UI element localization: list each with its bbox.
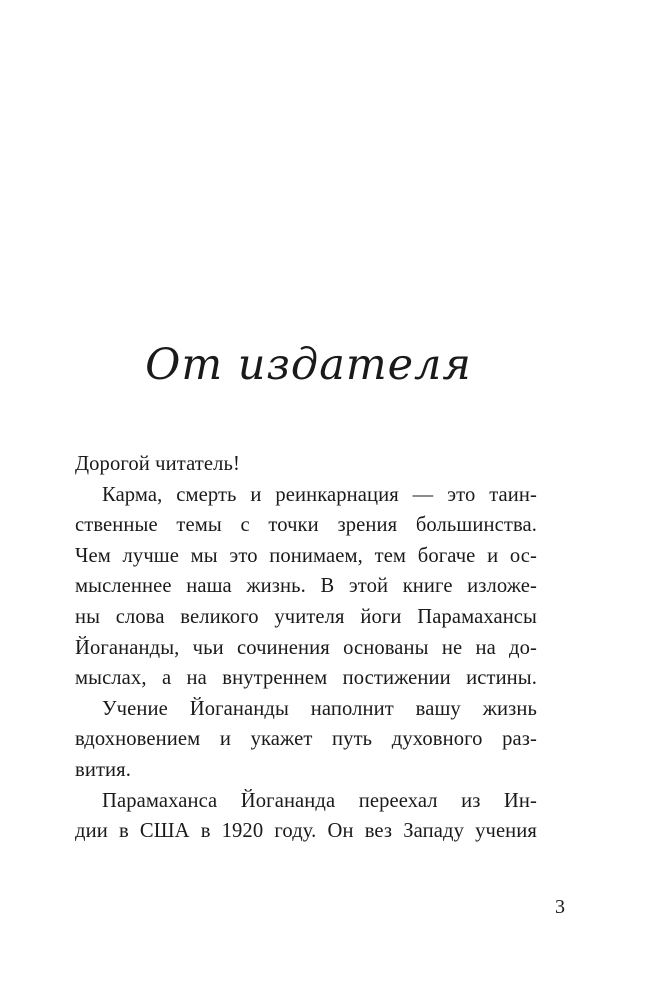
text-line: ны слова великого учителя йоги Парамахансы bbox=[75, 605, 537, 628]
text-line: Парамаханса Йогананда переехал из Ин- bbox=[102, 789, 537, 812]
text-line: мыслах, а на внутреннем постижении истины. bbox=[75, 667, 537, 690]
text-line: Чем лучше мы это понимаем, тем богаче и ос- bbox=[75, 544, 537, 567]
page-number: 3 bbox=[555, 896, 565, 918]
text-line: вдохновением и укажет путь духовного раз- bbox=[75, 728, 537, 751]
text-line: дии в США в 1920 году. Он вез Западу учения bbox=[75, 820, 537, 843]
text-line-greeting: Дорогой читатель! bbox=[75, 453, 240, 475]
text-line: мысленнее наша жизнь. В этой книге изложе- bbox=[75, 575, 537, 598]
text-line: ственные темы с точки зрения большинства. bbox=[75, 514, 537, 537]
text-line: Карма, смерть и реинкарнация — это таин- bbox=[102, 483, 537, 506]
text-line: вития. bbox=[75, 758, 131, 781]
text-line: Йогананды, чьи сочинения основаны не на до- bbox=[75, 636, 537, 659]
body-text bbox=[75, 449, 537, 847]
text-line: Учение Йогананды наполнит вашу жизнь bbox=[102, 697, 537, 720]
chapter-heading: От издателя bbox=[145, 340, 472, 390]
